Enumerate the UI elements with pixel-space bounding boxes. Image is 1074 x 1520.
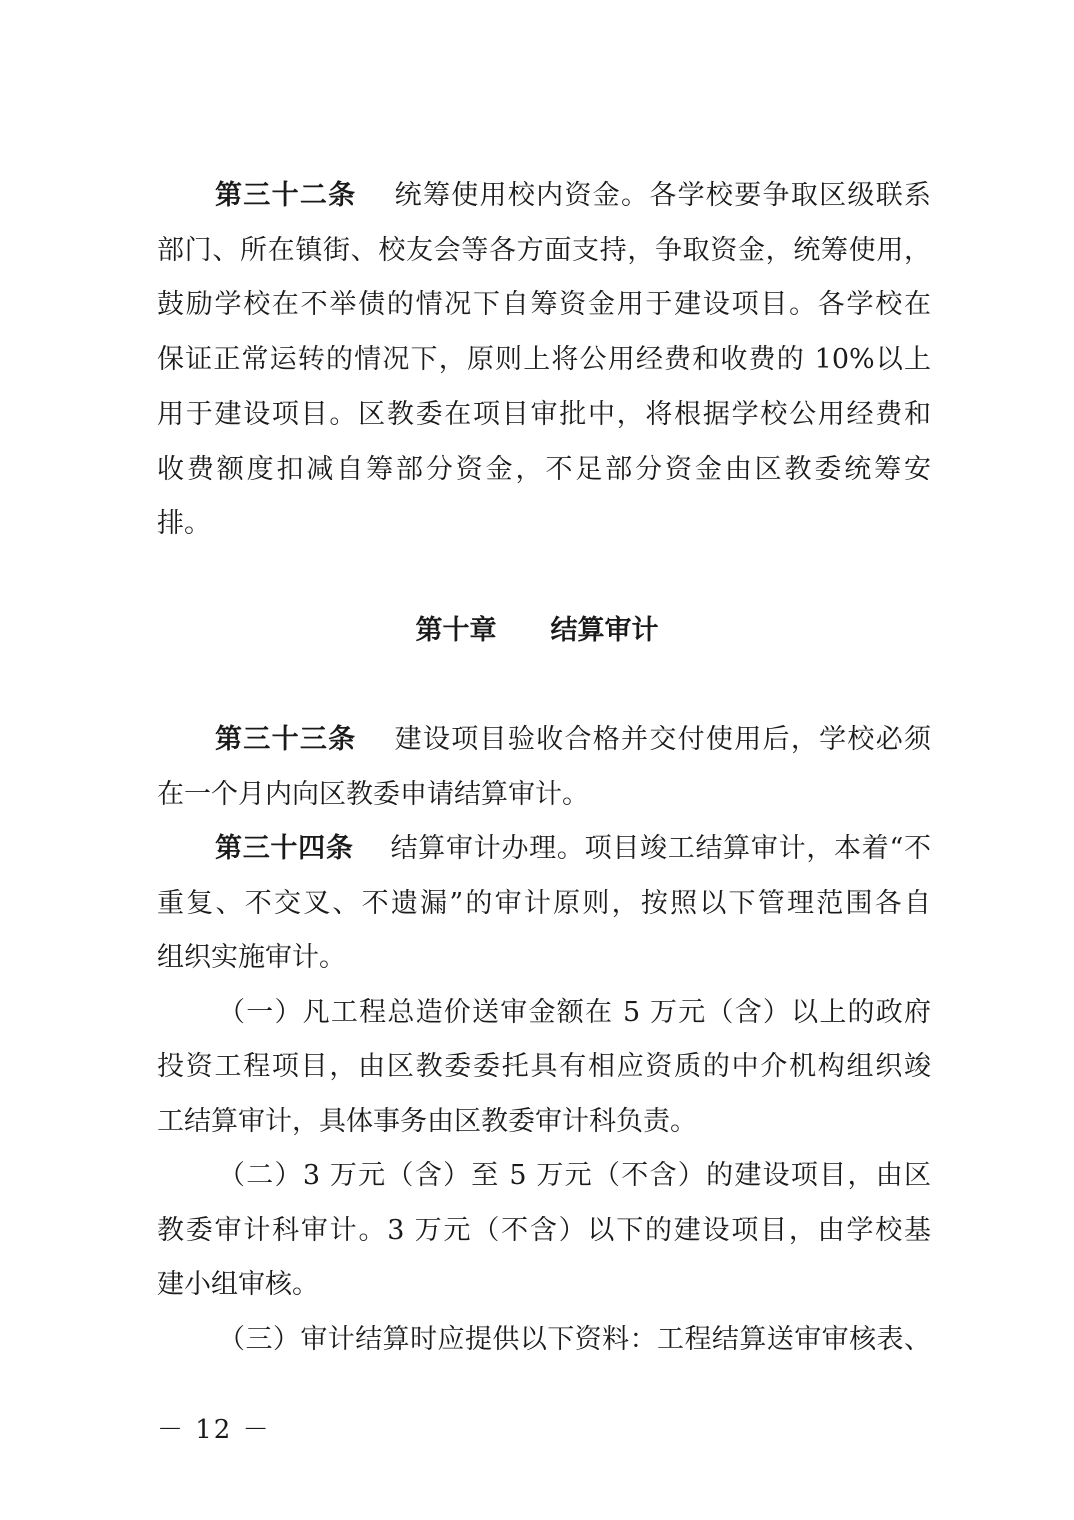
item-2-line-1: （二）3 万元（含）至 5 万元（不含）的建设项目，由区 bbox=[218, 1160, 931, 1191]
article-32-line-3: 鼓励学校在不举债的情况下自筹资金用于建设项目。各学校在 bbox=[157, 289, 931, 320]
chapter-title: 第十章 结算审计 bbox=[415, 615, 659, 646]
article-32-heading: 第三十二条 bbox=[215, 180, 357, 211]
article-32-text: 统筹使用校内资金。各学校要争取区级联系 bbox=[394, 180, 932, 211]
article-34-text: 结算审计办理。项目竣工结算审计，本着“不 bbox=[390, 833, 931, 864]
article-33-text: 建设项目验收合格并交付使用后，学校必须 bbox=[394, 724, 932, 755]
article-32-line-2: 部门、所在镇街、校友会等各方面支持，争取资金，统筹使用， bbox=[157, 235, 931, 266]
item-3-line-1: （三）审计结算时应提供以下资料：工程结算送审审核表、 bbox=[218, 1324, 931, 1355]
article-32-line-7: 排。 bbox=[157, 508, 211, 539]
article-32-line-4: 保证正常运转的情况下，原则上将公用经费和收费的 10%以上 bbox=[157, 344, 931, 375]
item-1-line-1: （一）凡工程总造价送审金额在 5 万元（含）以上的政府 bbox=[218, 997, 931, 1028]
article-34-heading: 第三十四条 bbox=[215, 833, 354, 864]
article-32-line-1 bbox=[215, 176, 931, 216]
article-33-line-2: 在一个月内向区教委申请结算审计。 bbox=[157, 779, 589, 810]
article-32-line-5: 用于建设项目。区教委在项目审批中，将根据学校公用经费和 bbox=[157, 399, 931, 430]
item-2-line-2: 教委审计科审计。3 万元（不含）以下的建设项目，由学校基 bbox=[157, 1215, 931, 1246]
article-34-line-2: 重复、不交叉、不遗漏”的审计原则，按照以下管理范围各自 bbox=[157, 888, 931, 919]
item-1-line-2: 投资工程项目，由区教委委托具有相应资质的中介机构组织竣 bbox=[157, 1051, 931, 1082]
item-2-line-3: 建小组审核。 bbox=[157, 1269, 319, 1300]
article-34-line-1 bbox=[215, 829, 931, 869]
item-1-line-3: 工结算审计，具体事务由区教委审计科负责。 bbox=[157, 1106, 697, 1137]
article-33-heading: 第三十三条 bbox=[215, 724, 357, 755]
article-32-line-6: 收费额度扣减自筹部分资金，不足部分资金由区教委统筹安 bbox=[157, 454, 931, 485]
page-number: － 12 － bbox=[157, 1415, 271, 1445]
article-34-line-3: 组织实施审计。 bbox=[157, 942, 346, 973]
article-33-line-1 bbox=[215, 720, 931, 760]
